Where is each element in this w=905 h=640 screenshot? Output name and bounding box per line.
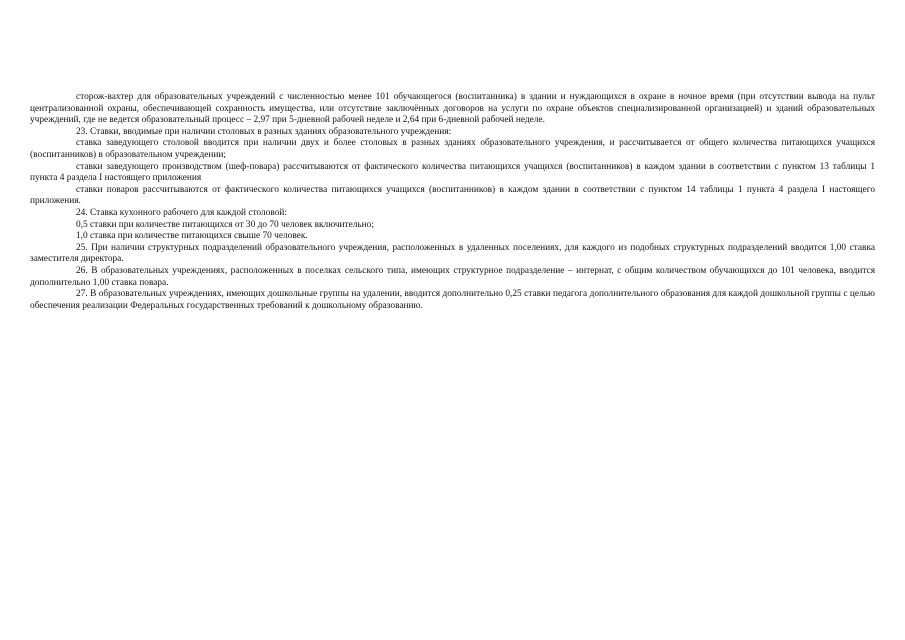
paragraph-23-chef: ставки заведующего производством (шеф-повара) рассчитываются от фактического количества питающихся учащихся (воспитанников) в каждом здании в соответствии с пунктом 13 таблицы 1 пункта 4 раздела I настоящего приложения	[30, 161, 875, 184]
paragraph-24-heading: 24. Ставка кухонного рабочего для каждой столовой:	[76, 207, 287, 218]
paragraph-watchman: сторож-вахтер для образовательных учреждений с численностью менее 101 обучающегося (воспитанника) в здании и нуждающихся в охране в ночное время (при отсутствии вывода на пульт централизованной охраны, обеспечивающей сохранность имущества, или отсутствие заключённых договоров на услуги по охране объектов специализированной организацией) и зданий образовательных учреждений, где не ведется образовательный процесс – 2,97 при 5-дневной рабочей неделе и 2,64 при 6-дневной рабочей неделе.	[30, 92, 875, 126]
document-page	[30, 92, 875, 312]
paragraph-23-canteen-head: ставка заведующего столовой вводится при наличии двух и более столовых в разных зданиях образовательного учреждения, и рассчитывается от общего количества питающихся учащихся (воспитанников) в образовательном учреждении;	[30, 138, 875, 160]
paragraph-23-cooks: ставки поваров рассчитываются от фактического количества питающихся учащихся (воспитанников) в каждом здании в соответствии с пунктом 14 таблицы 1 пункта 4 раздела I настоящего приложения.	[30, 184, 875, 207]
paragraph-24-rate-full: 1,0 ставка при количестве питающихся свыше 70 человек.	[76, 231, 308, 242]
paragraph-24-rate-half: 0,5 ставки при количестве питающихся от 30 до 70 человек включительно;	[76, 219, 374, 230]
paragraph-27: 27. В образовательных учреждениях, имеющих дошкольные группы на удалении, вводится дополнительно 0,25 ставки педагога дополнительного образования для каждой дошкольной группы с целью обеспечения реализации Федеральных государственных требований к дошкольному образованию.	[30, 289, 875, 311]
paragraph-23-heading: 23. Ставки, вводимые при наличии столовых в разных зданиях образовательного учреждения:	[76, 126, 452, 137]
paragraph-26: 26. В образовательных учреждениях, расположенных в поселках сельского типа, имеющих структурное подразделение – интернат, с общим количеством обучающихся до 101 человека, вводится дополнительно 1,00 ставка повара.	[30, 265, 875, 288]
paragraph-25: 25. При наличии структурных подразделений образовательного учреждения, расположенных в удаленных поселениях, для каждого из подобных структурных подразделений вводится 1,00 ставка заместителя директора.	[30, 242, 875, 265]
